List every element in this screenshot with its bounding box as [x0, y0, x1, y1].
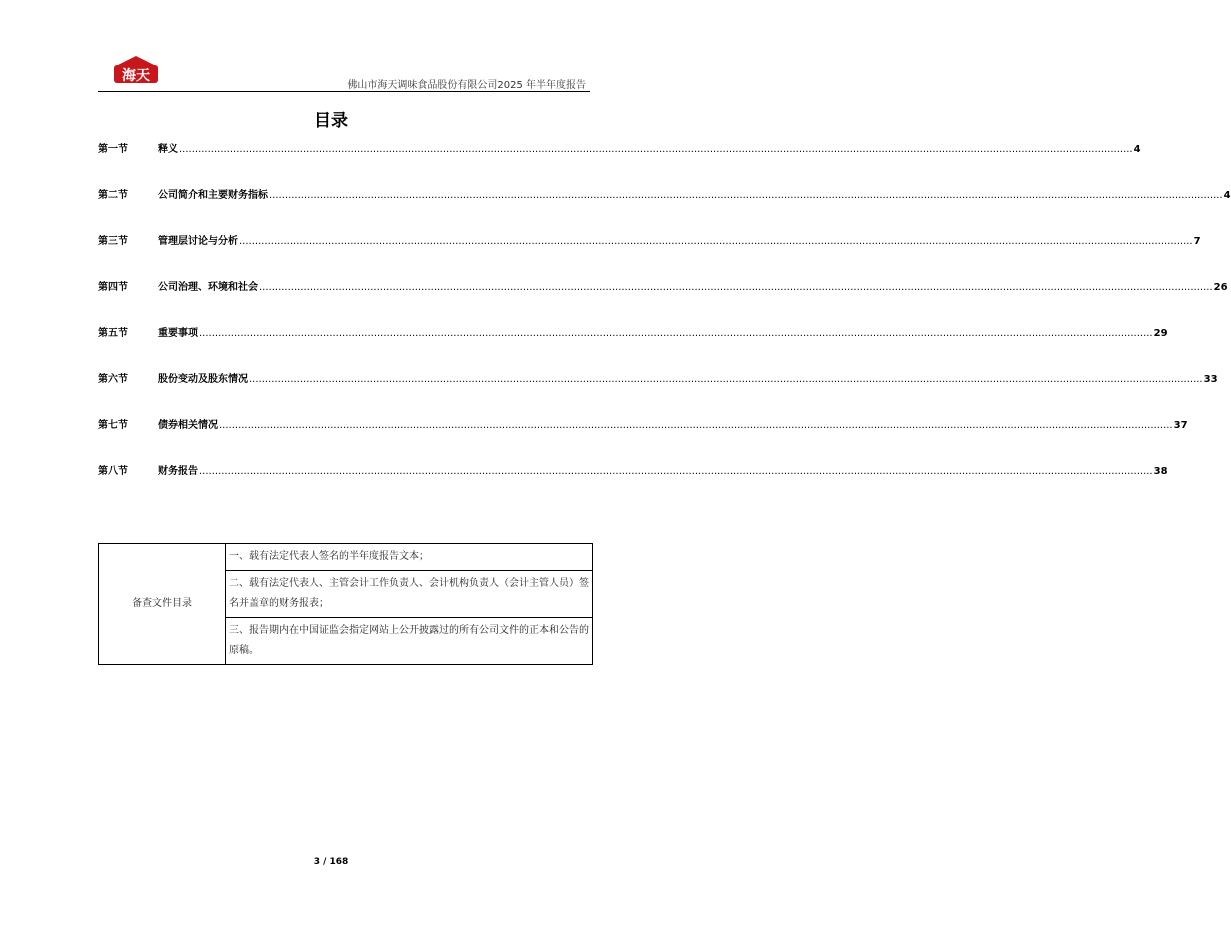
toc-entry[interactable] [98, 186, 1231, 232]
toc-section-number: 第一节 [98, 144, 128, 155]
toc-page-number: 4 [1223, 190, 1231, 201]
toc-page-number: 37 [1173, 420, 1188, 431]
toc-section-number: 第八节 [98, 466, 128, 477]
toc-leader-dots: ............................................................................................................................................................................................................................................................................................................ [259, 282, 1213, 293]
toc-entry[interactable] [98, 140, 1141, 186]
table-row [99, 544, 593, 571]
toc-section-number: 第五节 [98, 328, 128, 339]
toc-entry[interactable] [98, 416, 1188, 462]
reference-item: 二、载有法定代表人、主管会计工作负责人、会计机构负责人（会计主管人员）签名并盖章的财务报表； [226, 571, 593, 618]
reference-table-heading: 备查文件目录 [99, 544, 226, 665]
toc-entry[interactable] [98, 370, 1218, 416]
toc-entry[interactable] [98, 232, 1201, 278]
logo-roof [116, 56, 156, 66]
toc-section-label: 管理层讨论与分析 [158, 236, 238, 247]
toc-section-number: 第三节 [98, 236, 128, 247]
toc-page-number: 38 [1153, 466, 1168, 477]
toc-page-number: 33 [1203, 374, 1218, 385]
toc-page-number: 26 [1213, 282, 1228, 293]
toc-leader-dots: ............................................................................................................................................................................................................................................................................................................ [249, 374, 1203, 385]
toc-section-label: 释义 [158, 144, 178, 155]
toc-section-number: 第七节 [98, 420, 128, 431]
toc-entry[interactable] [98, 324, 1168, 370]
company-logo [112, 54, 160, 84]
logo-text: 海天 [122, 68, 150, 84]
toc-section-number: 第六节 [98, 374, 128, 385]
toc-entry[interactable] [98, 278, 1228, 324]
header-divider [98, 91, 590, 92]
document-header-title: 佛山市海天调味食品股份有限公司2025 年半年度报告 [347, 80, 586, 91]
toc-leader-dots: ............................................................................................................................................................................................................................................................................................................ [269, 190, 1223, 201]
toc-section-label: 债券相关情况 [158, 420, 218, 431]
toc-page-number: 7 [1193, 236, 1201, 247]
toc-title: 目录 [314, 111, 348, 131]
table-of-contents [98, 140, 1231, 508]
toc-leader-dots: ............................................................................................................................................................................................................................................................................................................ [219, 420, 1173, 431]
toc-section-number: 第二节 [98, 190, 128, 201]
reference-documents-table [98, 543, 593, 665]
toc-leader-dots: ............................................................................................................................................................................................................................................................................................................ [199, 466, 1153, 477]
reference-item: 三、报告期内在中国证监会指定网站上公开披露过的所有公司文件的正本和公告的原稿。 [226, 618, 593, 665]
reference-item: 一、载有法定代表人签名的半年度报告文本； [226, 544, 593, 571]
toc-section-label: 公司治理、环境和社会 [158, 282, 258, 293]
page-indicator: 3 / 168 [313, 857, 349, 867]
toc-page-number: 4 [1133, 144, 1141, 155]
toc-section-label: 公司简介和主要财务指标 [158, 190, 268, 201]
toc-leader-dots: ............................................................................................................................................................................................................................................................................................................ [199, 328, 1153, 339]
toc-page-number: 29 [1153, 328, 1168, 339]
toc-entry[interactable] [98, 462, 1168, 508]
toc-section-number: 第四节 [98, 282, 128, 293]
toc-leader-dots: ............................................................................................................................................................................................................................................................................................................ [179, 144, 1133, 155]
toc-section-label: 财务报告 [158, 466, 198, 477]
toc-section-label: 重要事项 [158, 328, 198, 339]
toc-section-label: 股份变动及股东情况 [158, 374, 248, 385]
toc-leader-dots: ............................................................................................................................................................................................................................................................................................................ [239, 236, 1193, 247]
